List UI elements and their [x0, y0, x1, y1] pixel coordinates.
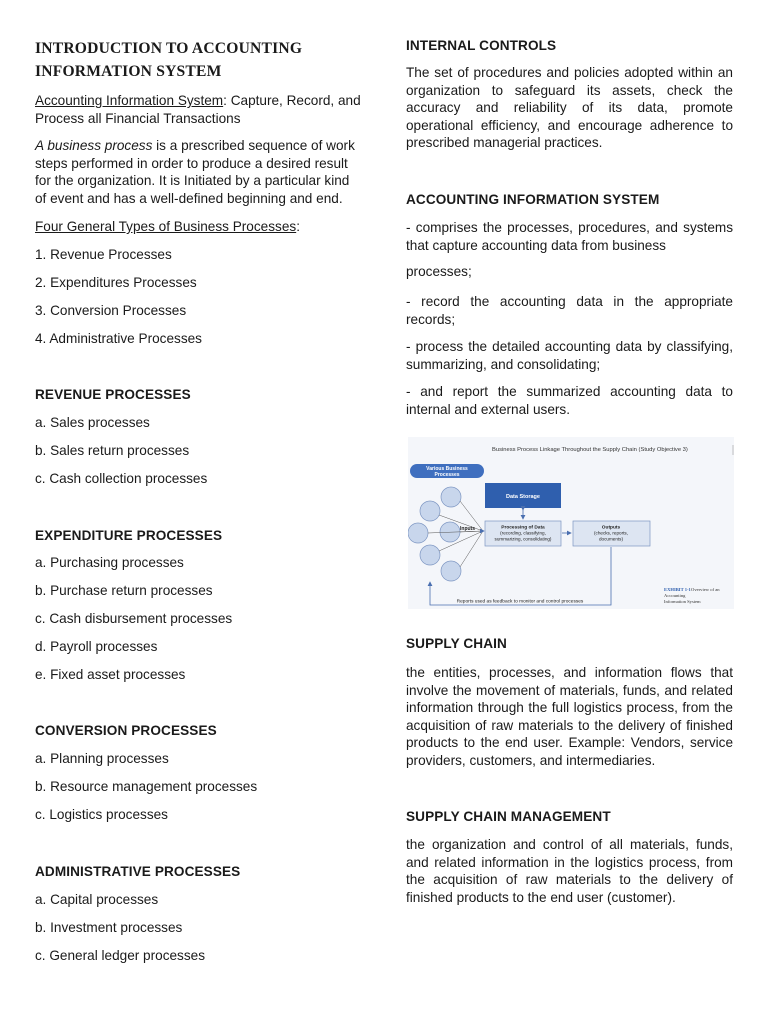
list-item: c. General ledger processes	[35, 948, 206, 963]
internal-controls-heading: INTERNAL CONTROLS	[406, 38, 557, 53]
list-item: a. Purchasing processes	[35, 555, 184, 570]
types-heading-text: Four General Types of Business Processes	[35, 219, 297, 234]
exhibit-caption-line-2: Accounting	[664, 593, 686, 598]
ais-paragraph-2: processes;	[406, 264, 472, 279]
business-process-text: is a prescribed sequence of work steps performed in order to produce a desired result for the organization. It is Initiated by a particular kind of event and has a well-defined beginning and end.	[35, 138, 355, 206]
business-process-term: A business process	[35, 138, 153, 153]
scm-heading: SUPPLY CHAIN MANAGEMENT	[406, 809, 611, 824]
list-item: 1. Revenue Processes	[35, 247, 172, 262]
list-item: a. Planning processes	[35, 751, 169, 766]
diagram-background	[408, 437, 734, 609]
expenditure-heading: EXPENDITURE PROCESSES	[35, 528, 223, 543]
various-label-line-1: Various Business	[426, 465, 468, 472]
business-process-definition	[35, 137, 363, 207]
list-item: 3. Conversion Processes	[35, 303, 187, 318]
outputs-label-line-2: (checks, reports,	[594, 530, 628, 536]
scm-text: the organization and control of all materials, funds, and related information in the logistics process, from the acquisition of raw materials to the delivery of finished products to the end user (customer).	[406, 837, 733, 905]
list-item: a. Capital processes	[35, 892, 159, 907]
ais-heading: ACCOUNTING INFORMATION SYSTEM	[406, 192, 660, 207]
list-item: a. Sales processes	[35, 415, 150, 430]
administrative-heading: ADMINISTRATIVE PROCESSES	[35, 864, 241, 879]
various-label-line-2: Processes	[434, 471, 460, 478]
types-heading	[35, 218, 300, 236]
list-item: c. Cash collection processes	[35, 471, 208, 486]
revenue-heading: REVENUE PROCESSES	[35, 387, 191, 402]
ais-definition	[35, 92, 363, 127]
conversion-heading: CONVERSION PROCESSES	[35, 723, 217, 738]
outputs-label-line-1: Outputs	[601, 525, 621, 531]
page-title-line-2: INFORMATION SYSTEM	[35, 63, 222, 80]
process-circle	[441, 487, 461, 507]
page-title-line-1: INTRODUCTION TO ACCOUNTING	[35, 40, 303, 57]
ais-definition-term: Accounting Information System	[35, 93, 224, 108]
ais-overview-diagram	[408, 437, 734, 609]
list-item: b. Resource management processes	[35, 779, 258, 794]
feedback-label: Reports used as feedback to monitor and control processes	[456, 599, 584, 605]
list-item: c. Cash disbursement processes	[35, 611, 233, 626]
process-circle	[441, 561, 461, 581]
data-storage-label: Data Storage	[506, 494, 540, 500]
processing-label-line-1: Processing of Data	[501, 525, 545, 531]
process-circle	[420, 545, 440, 565]
inputs-label: Inputs	[460, 526, 475, 532]
ais-definition-text: : Capture, Record, and Process all Financial Transactions	[35, 93, 361, 126]
exhibit-caption-line-1: Overview of an	[691, 587, 720, 592]
processing-label-line-3: summarizing, consolidating)	[494, 536, 552, 542]
types-heading-colon: :	[296, 219, 300, 234]
list-item: b. Purchase return processes	[35, 583, 213, 598]
list-item: b. Investment processes	[35, 920, 183, 935]
supply-chain-text: the entities, processes, and information flows that involve the movement of materials, funds, and related information through the full logistics process, from the acquisition of raw materials to the delivery of finished products to the end user. Example: Vendors, service providers, customers, and intermediaries.	[406, 665, 733, 768]
list-item: d. Payroll processes	[35, 639, 158, 654]
ais-paragraph-1: - comprises the processes, procedures, and systems that capture accounting data from business	[406, 220, 733, 253]
list-item: e. Fixed asset processes	[35, 667, 186, 682]
exhibit-caption-line-3: Information System	[664, 599, 701, 604]
diagram-svg	[408, 437, 734, 609]
exhibit-label: EXHIBIT 1-1	[664, 587, 691, 592]
ais-paragraph-4: - process the detailed accounting data by classifying, summarizing, and consolidating;	[406, 339, 733, 372]
internal-controls-text: The set of procedures and policies adopted within an organization to safeguard its assets, check the accuracy and reliability of its data, promote operational efficiency, and encourage adherence to prescribed managerial practices.	[406, 65, 733, 150]
list-item: 2. Expenditures Processes	[35, 275, 197, 290]
ais-paragraph-3: - record the accounting data in the appropriate records;	[406, 294, 733, 327]
processing-label-line-2: (recording, classifying,	[500, 530, 546, 536]
process-circle	[420, 501, 440, 521]
diagram-title: Business Process Linkage Throughout the Supply Chain (Study Objective 3)	[492, 447, 688, 453]
list-item: c. Logistics processes	[35, 807, 168, 822]
ais-paragraph-5: - and report the summarized accounting data to internal and external users.	[406, 384, 733, 417]
list-item: b. Sales return processes	[35, 443, 190, 458]
supply-chain-heading: SUPPLY CHAIN	[406, 636, 507, 651]
page-title	[35, 37, 302, 83]
process-circle	[408, 523, 428, 543]
list-item: 4. Administrative Processes	[35, 331, 202, 346]
outputs-label-line-3: documents)	[598, 536, 624, 542]
